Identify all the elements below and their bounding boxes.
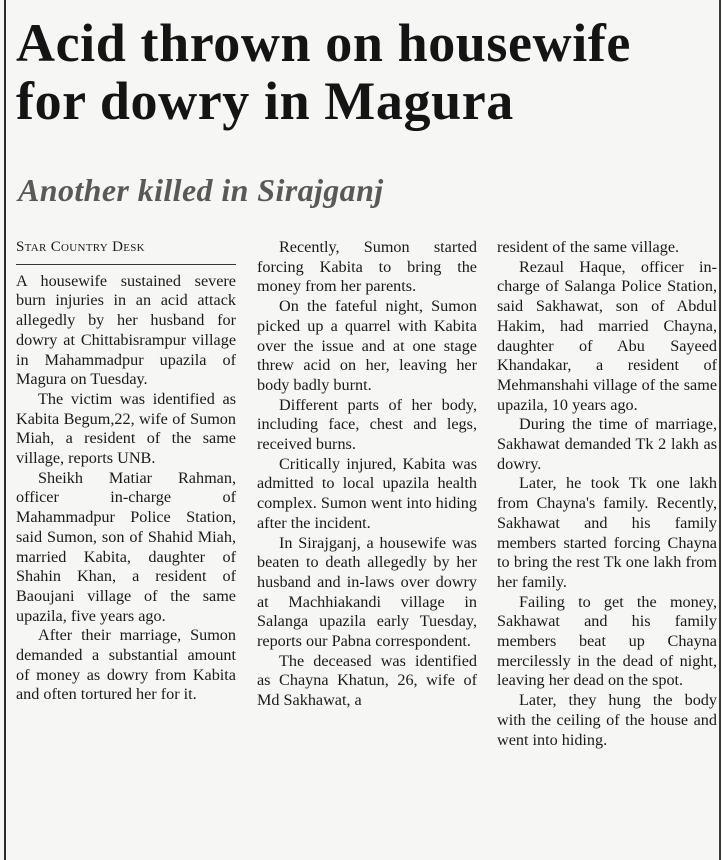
page-border-left	[4, 0, 6, 860]
paragraph: Later, he took Tk one lakh from Chayna's family. Recently, Sakhawat and his family members started forcing Chayna to bring the rest Tk one lakh from her family.	[497, 474, 717, 591]
column-2	[257, 238, 477, 711]
page-border-right	[719, 0, 721, 860]
headline-line-2: for dowry in Magura	[16, 71, 514, 131]
paragraph: The deceased was identified as Chayna Khatun, 26, wife of Md Sakhawat, a	[257, 651, 477, 710]
headline	[16, 14, 716, 130]
dateline: Star Country Desk	[16, 238, 236, 265]
paragraph: After their marriage, Sumon demanded a substantial amount of money as dowry from Kabita and often tortured her for it.	[16, 626, 236, 704]
paragraph: Later, they hung the body with the ceiling of the house and went into hiding.	[497, 691, 717, 749]
paragraph: Recently, Sumon started forcing Kabita to bring the money from her parents.	[257, 238, 477, 296]
paragraph: Critically injured, Kabita was admitted to local upazila health complex. Sumon went into hiding after the incident.	[257, 454, 477, 532]
headline-line-1: Acid thrown on housewife	[16, 13, 631, 73]
paragraph: During the time of marriage, Sakhawat demanded Tk 2 lakh as dowry.	[497, 415, 717, 473]
column-1	[16, 238, 236, 705]
subheadline: Another killed in Sirajganj	[18, 172, 384, 208]
column-3	[497, 238, 717, 750]
paragraph: Different parts of her body, including face, chest and legs, received burns.	[257, 395, 477, 454]
paragraph: Sheikh Matiar Rahman, officer in-charge of Mahammadpur Police Station, said Sumon, son of Shahid Miah, married Kabita, daughter of Shahin Khan, a resident of Baoujani village of the same upazila, five years ago.	[16, 468, 236, 625]
paragraph: resident of the same village.	[497, 238, 680, 256]
paragraph: Rezaul Haque, officer in-charge of Salanga Police Station, said Sakhawat, son of Abdul Hakim, had married Chayna, daughter of Abu Sayeed Khandakar, a resident of Mehmanshahi village of the same upazila, 10 years ago.	[497, 257, 717, 414]
paragraph: Failing to get the money, Sakhawat and his family members beat up Chayna mercilessly in the dead of night, leaving her dead on the spot.	[497, 592, 717, 690]
paragraph: A housewife sustained severe burn injuries in an acid attack allegedly by her husband for dowry at Chittabisrampur village in Mahammadpur upazila of Magura on Tuesday.	[16, 271, 236, 389]
paragraph: The victim was identified as Kabita Begum,22, wife of Sumon Miah, a resident of the same village, reports UNB.	[16, 389, 236, 468]
paragraph: In Sirajganj, a housewife was beaten to death allegedly by her husband and in-laws over dowry at Machhiakandi village in Salanga upazila early Tuesday, reports our Pabna correspondent.	[257, 533, 477, 651]
paragraph: On the fateful night, Sumon picked up a quarrel with Kabita over the issue and at one stage threw acid on her, leaving her body badly burnt.	[257, 297, 477, 394]
